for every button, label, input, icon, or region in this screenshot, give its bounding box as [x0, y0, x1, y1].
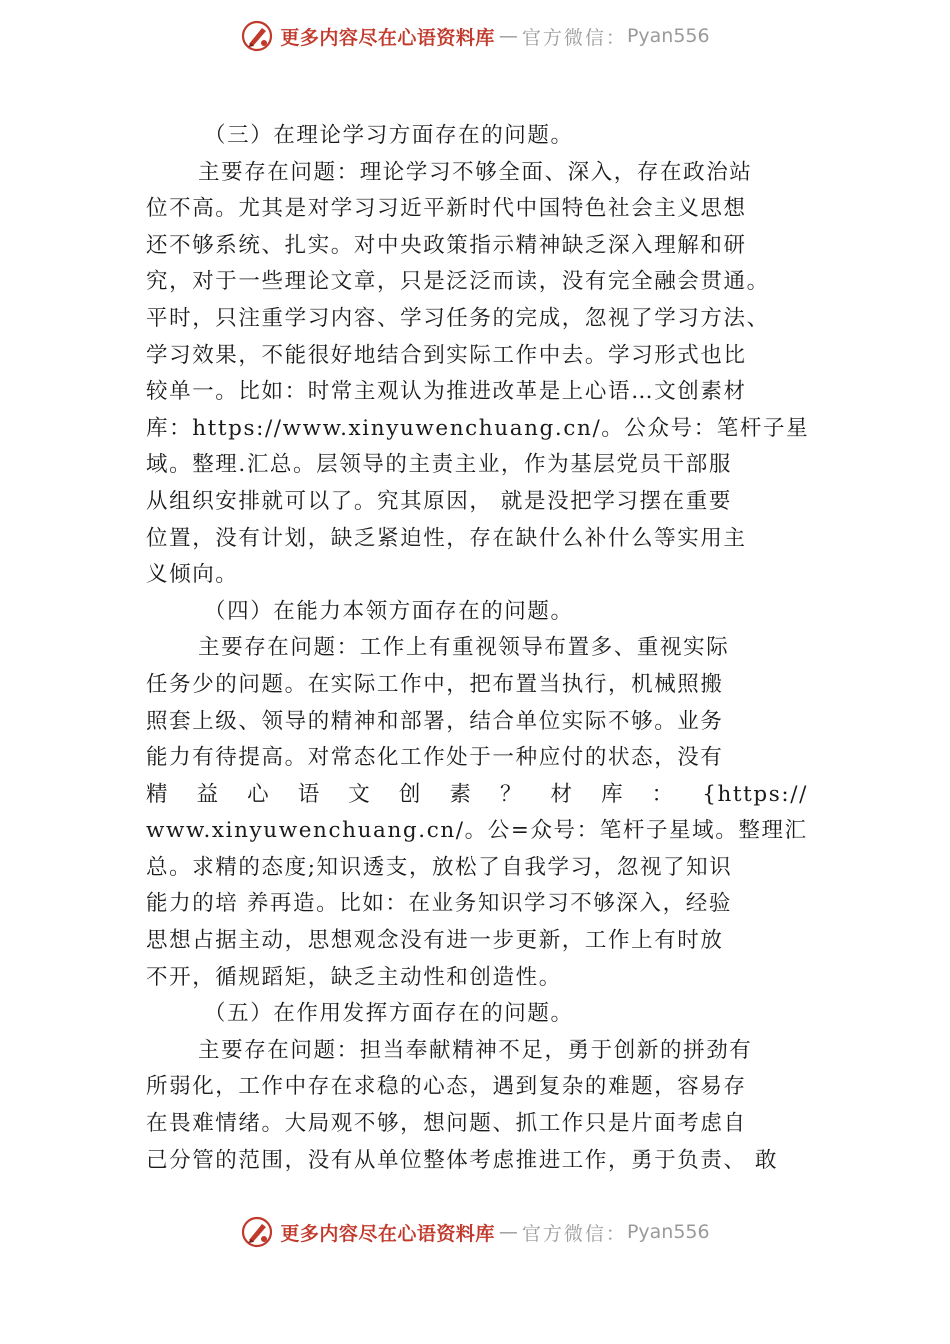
text-line: 总。求精的态度;知识透支，放松了自我学习，忽视了知识 — [146, 854, 733, 880]
spaced-char: 材 — [550, 781, 574, 807]
text-line: 义倾向。 — [146, 562, 239, 588]
document-body — [146, 118, 808, 1179]
banner-library-text: 更多内容尽在心语资料库 — [280, 26, 495, 49]
text-line: 思想占据主动，思想观念没有进一步更新，工作上有时放 — [146, 928, 724, 954]
banner-wechat-id: Pyan556 — [626, 1221, 710, 1243]
spaced-char: 文 — [348, 781, 372, 807]
spaced-url-fragment: {https:// — [702, 781, 808, 807]
text-line: 从组织安排就可以了。究其原因， 就是没把学习摆在重要 — [146, 488, 732, 514]
text-line: 己分管的范围，没有从单位整体考虑推进工作，勇于负责、 敢 — [146, 1147, 779, 1173]
text-line: 还不够系统、扎实。对中央政策指示精神缺乏深入理解和研 — [146, 232, 747, 258]
banner-wechat-id: Pyan556 — [626, 25, 710, 47]
spaced-char: 精 — [146, 781, 170, 807]
footer-watermark-banner — [0, 1212, 950, 1252]
banner-separator: — — [498, 25, 518, 47]
banner-separator: — — [498, 1221, 518, 1243]
text-line: 所弱化，工作中存在求稳的心态，遇到复杂的难题，容易存 — [146, 1074, 747, 1100]
section-heading-3: （三）在理论学习方面存在的问题。 — [204, 123, 574, 148]
spaced-char: 语 — [297, 781, 321, 807]
banner-wechat-label: 官方微信： — [521, 26, 627, 49]
spaced-char: 心 — [247, 781, 271, 807]
text-line: 能力的培 养再造。比如：在业务知识学习不够深入，经验 — [146, 891, 732, 917]
text-line: 主要存在问题：理论学习不够全面、深入，存在政治站 — [198, 159, 753, 185]
text-line: 主要存在问题：担当奉献精神不足，勇于创新的拼劲有 — [198, 1037, 753, 1063]
spaced-char: 创 — [398, 781, 422, 807]
spaced-char: ？ — [499, 781, 524, 807]
text-line: 位不高。尤其是对学习习近平新时代中国特色社会主义思想 — [146, 196, 747, 222]
text-line: 究，对于一些理论文章，只是泛泛而读，没有完全融会贯通。 — [146, 269, 770, 295]
text-line: 较单一。比如：时常主观认为推进改革是上心语…文创素材 — [146, 379, 747, 405]
text-line: 任务少的问题。在实际工作中，把布置当执行，机械照搬 — [146, 671, 724, 697]
text-line: www.xinyuwenchuang.cn/。公=众号：笔杆子星域。整理汇 — [146, 818, 808, 844]
section-heading-4: （四）在能力本领方面存在的问题。 — [204, 598, 574, 624]
text-line: 平时，只注重学习内容、学习任务的完成，忽视了学习方法、 — [146, 305, 770, 331]
banner-wechat-label: 官方微信： — [521, 1222, 627, 1245]
spaced-char: 素 — [449, 781, 473, 807]
section-heading-5: （五）在作用发挥方面存在的问题。 — [204, 1001, 574, 1027]
text-line: 主要存在问题：工作上有重视领导布置多、重视实际 — [198, 635, 730, 661]
spaced-text-line — [146, 777, 808, 814]
text-line: 不开，循规蹈矩，缺乏主动性和创造性。 — [146, 964, 562, 990]
pen-seal-logo-icon — [240, 19, 274, 53]
text-line: 照套上级、领导的精神和部署，结合单位实际不够。业务 — [146, 708, 724, 734]
text-line: 能力有待提高。对常态化工作处于一种应付的状态，没有 — [146, 745, 724, 771]
header-watermark-banner — [0, 16, 950, 56]
banner-library-text: 更多内容尽在心语资料库 — [280, 1222, 495, 1245]
pen-seal-logo-icon — [240, 1215, 274, 1249]
text-line: 在畏难情绪。大局观不够，想问题、抓工作只是片面考虑自 — [146, 1111, 747, 1137]
spaced-char: 库 — [601, 781, 625, 807]
spaced-char: ： — [651, 781, 675, 807]
text-line: 学习效果，不能很好地结合到实际工作中去。学习形式也比 — [146, 342, 747, 368]
text-line: 域。整理.汇总。层领导的主责主业，作为基层党员干部服 — [146, 452, 732, 478]
text-line: 位置，没有计划，缺乏紧迫性，存在缺什么补什么等实用主 — [146, 525, 747, 551]
text-line: 库：https://www.xinyuwenchuang.cn/。公众号：笔杆子星 — [146, 415, 810, 441]
spaced-char: 益 — [196, 781, 220, 807]
